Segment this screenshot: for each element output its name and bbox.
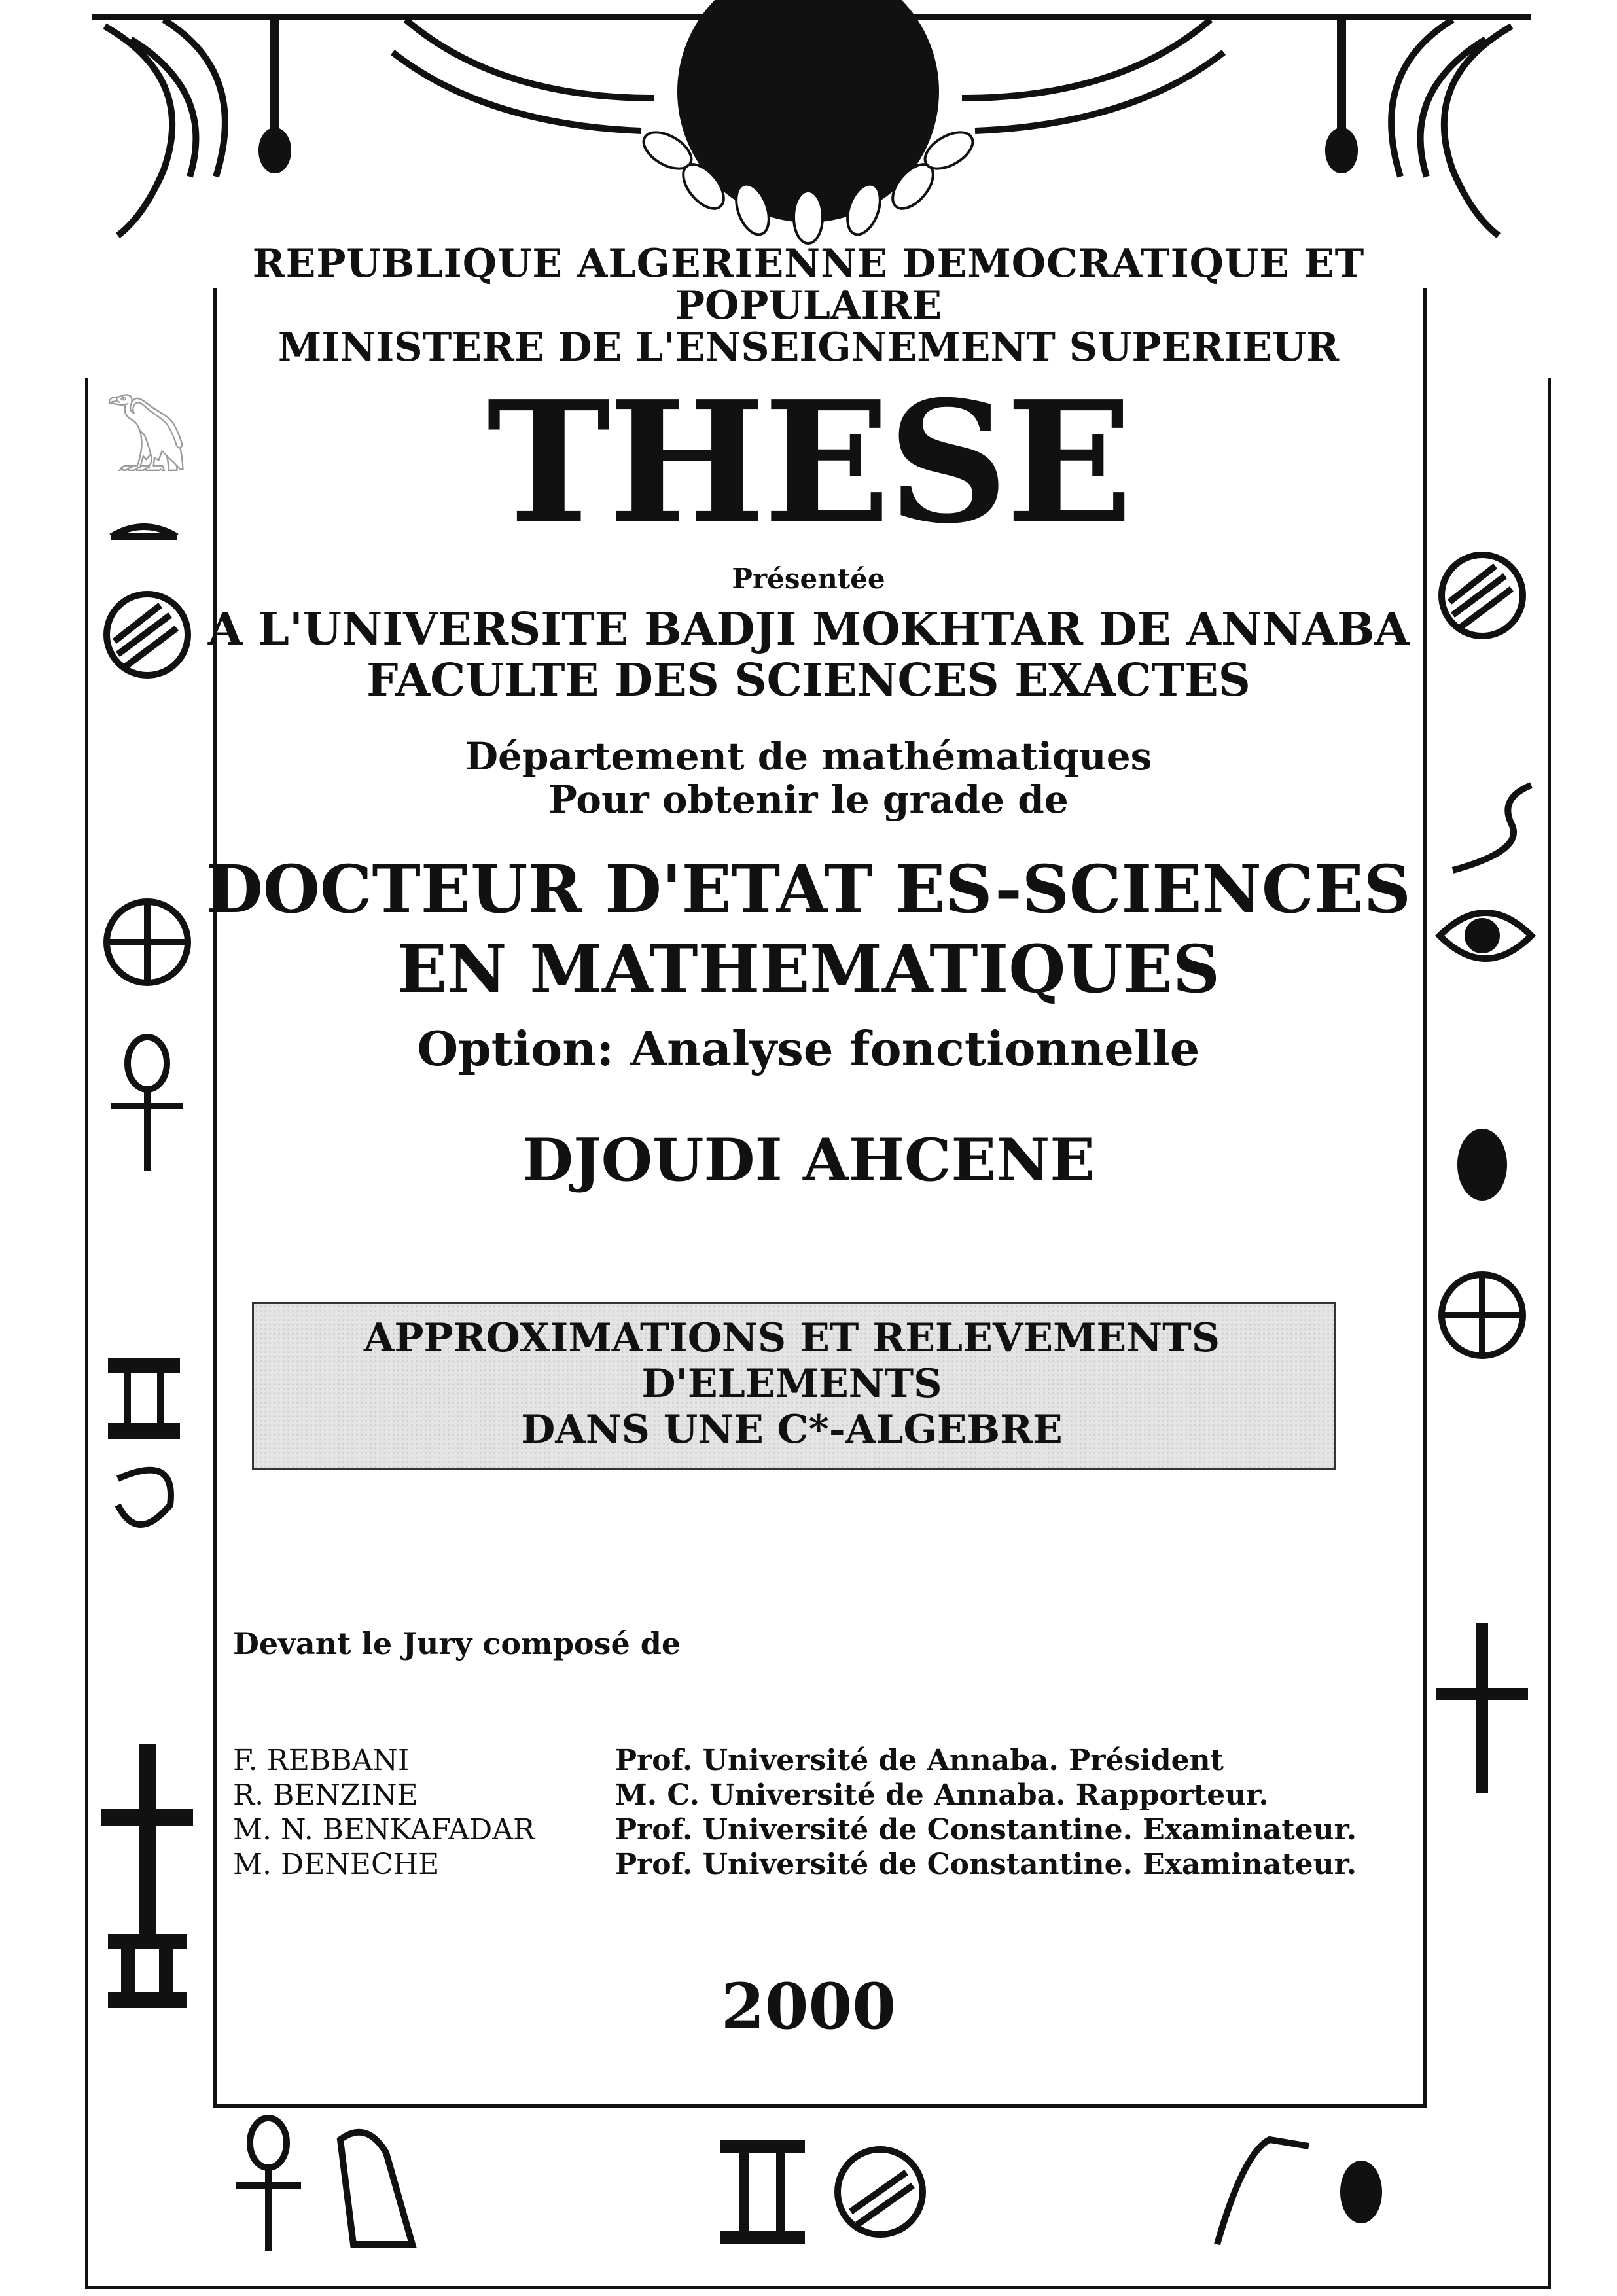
option-line: Option: Analyse fonctionnelle xyxy=(417,1021,1200,1076)
vulture-icon: 𓅐 xyxy=(105,399,188,490)
jury-member-name: M. DENECHE xyxy=(233,1848,440,1881)
ibis-icon xyxy=(1217,2140,1309,2244)
vulture-icon xyxy=(340,2132,412,2244)
jury-intro: Devant le Jury composé de xyxy=(233,1626,681,1661)
republic-line-1: REPUBLIQUE ALGERIENNE DEMOCRATIQUE ET xyxy=(252,241,1365,287)
republic-line-2: POPULAIRE xyxy=(675,283,942,328)
jury-member-role: M. C. Université de Annaba. Rapporteur. xyxy=(615,1778,1269,1812)
presented-label: Présentée xyxy=(732,563,885,595)
sun-icon xyxy=(637,0,978,243)
thesis-title-line-1: APPROXIMATIONS ET RELEVEMENTS xyxy=(363,1315,1220,1361)
jury-member-name: M. N. BENKAFADAR xyxy=(233,1813,535,1846)
faculty-line: FACULTE DES SCIENCES EXACTES xyxy=(366,654,1251,707)
thesis-title-line-2: D'ELEMENTS xyxy=(641,1361,942,1407)
degree-line-2: EN MATHEMATIQUES xyxy=(397,930,1220,1008)
ministry-line: MINISTERE DE L'ENSEIGNEMENT SUPERIEUR xyxy=(277,325,1340,370)
university-line: A L'UNIVERSITE BADJI MOKHTAR DE ANNABA xyxy=(207,603,1410,656)
jury-member-role: Prof. Université de Constantine. Examinateur. xyxy=(615,1813,1357,1846)
cross-icon xyxy=(1476,1623,1488,1793)
degree-line-1: DOCTEUR D'ETAT ES-SCIENCES xyxy=(206,851,1411,928)
document-type: THESE xyxy=(486,365,1131,561)
thesis-title-line-3: DANS UNE C*-ALGEBRE xyxy=(521,1407,1063,1453)
cross-icon xyxy=(143,1747,153,1930)
snake-icon xyxy=(118,1470,171,1525)
ankh-icon xyxy=(250,2118,287,2168)
jury-member-role: Prof. Université de Annaba. Président xyxy=(615,1744,1224,1777)
obtain-grade-line: Pour obtenir le grade de xyxy=(548,777,1069,822)
author-name: DJOUDI AHCENE xyxy=(522,1125,1095,1195)
department-line: Département de mathématiques xyxy=(465,734,1152,779)
jury-member-name: F. REBBANI xyxy=(233,1744,410,1777)
jury-member-role: Prof. Université de Constantine. Examinateur. xyxy=(615,1848,1357,1881)
scarab-icon xyxy=(1340,2161,1382,2223)
year: 2000 xyxy=(720,1969,897,2043)
bottom-hieroglyph-row xyxy=(196,2113,1440,2264)
jury-member-name: R. BENZINE xyxy=(233,1778,418,1812)
